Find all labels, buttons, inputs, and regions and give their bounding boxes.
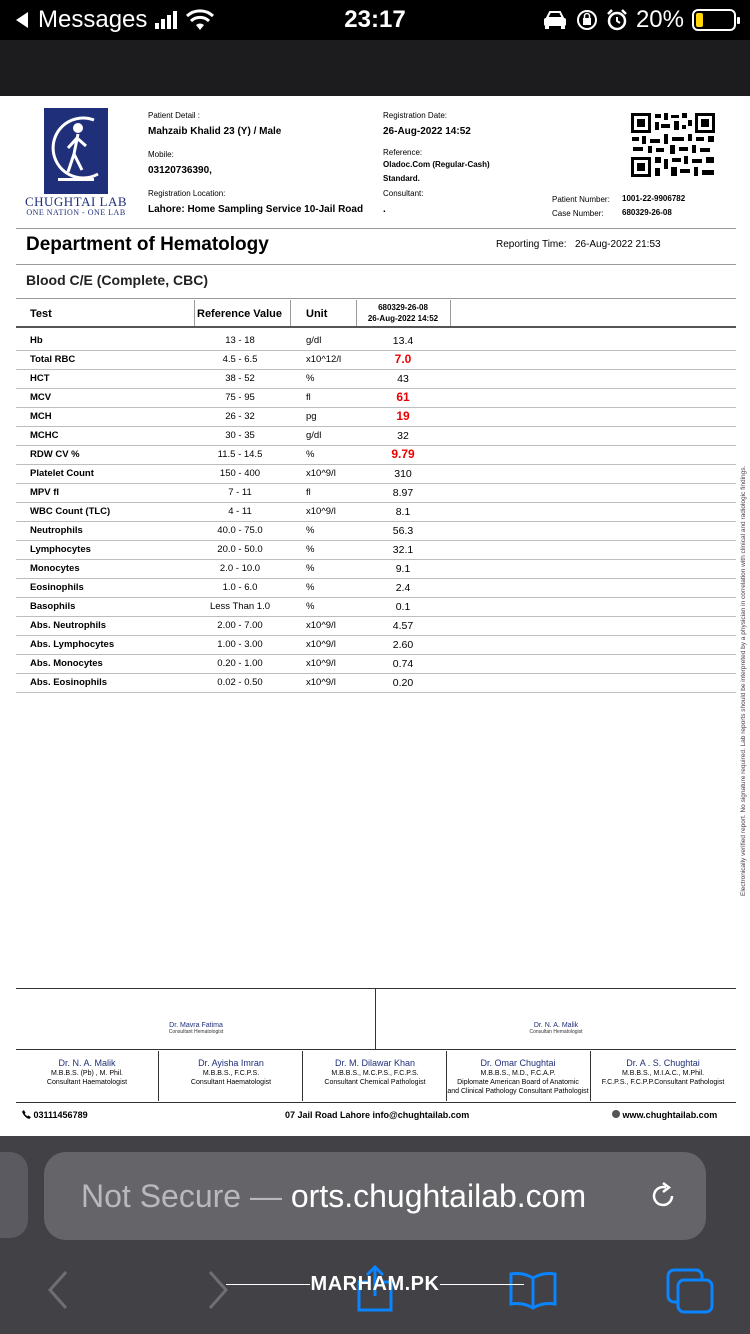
address-bar[interactable] (44, 1152, 706, 1240)
reference-range: 20.0 - 50.0 (217, 544, 263, 555)
case-number-value: 680329-26-08 (622, 208, 672, 217)
tabs-icon[interactable] (666, 1268, 714, 1314)
unit: % (306, 449, 315, 460)
table-row (16, 484, 736, 503)
test-name: Neutrophils (30, 525, 83, 536)
unit: x10^9/l (306, 658, 336, 669)
result-value: 32.1 (392, 544, 414, 556)
table-header-border (16, 326, 736, 328)
table-row (16, 370, 736, 389)
table-row (16, 617, 736, 636)
unit: fl (306, 487, 311, 498)
reporting-time (496, 239, 661, 250)
table-row (16, 636, 736, 655)
table-row (16, 446, 736, 465)
globe-icon (612, 1110, 620, 1118)
patient-detail-value: Mahzaib Khalid 23 (Y) / Male (148, 126, 282, 137)
result-value: 2.4 (395, 582, 411, 594)
test-name: Monocytes (30, 563, 80, 574)
footer-phone (22, 1110, 88, 1120)
footer-address: 07 Jail Road Lahore info@chughtailab.com (285, 1110, 470, 1120)
unit: pg (306, 411, 317, 422)
phone-icon (22, 1110, 31, 1119)
doctor-credentials: Diplomate American Board of Anatomic (457, 1079, 579, 1086)
doctor-name: Dr. A . S. Chughtai (626, 1058, 700, 1068)
result-value: 0.1 (395, 601, 411, 613)
back-to-app-link[interactable] (14, 6, 215, 34)
result-value: 61 (396, 390, 410, 404)
test-name: Total RBC (30, 354, 76, 365)
case-number-label: Case Number: (552, 209, 604, 218)
unit: x10^9/l (306, 506, 336, 517)
footer-website-link[interactable]: www.chughtailab.com (622, 1110, 718, 1120)
table-row (16, 579, 736, 598)
col-header-unit: Unit (306, 308, 328, 320)
col-header-reference: Reference Value (197, 308, 282, 320)
test-name: MPV fl (30, 487, 60, 498)
status-bar (0, 0, 750, 40)
result-value: 9.79 (391, 447, 415, 461)
test-name: Abs. Neutrophils (30, 620, 107, 631)
department-title: Department of Hematology (26, 234, 269, 255)
lab-name: CHUGHTAI LAB (24, 194, 128, 209)
unit: % (306, 563, 315, 574)
table-row (16, 522, 736, 541)
car-icon (542, 10, 568, 30)
reference-range: 26 - 32 (225, 411, 255, 422)
reference-range: 0.02 - 0.50 (217, 677, 263, 688)
table-row (16, 503, 736, 522)
unit: % (306, 582, 315, 593)
table-row (16, 389, 736, 408)
unit: g/dl (306, 430, 322, 441)
col-sep (290, 300, 291, 326)
doctor-card (590, 1058, 736, 1087)
test-name: HCT (30, 373, 50, 384)
alarm-icon (606, 9, 628, 31)
reference-range: 2.00 - 7.00 (217, 620, 263, 631)
doctor-card (446, 1058, 590, 1096)
table-row (16, 655, 736, 674)
unit: x10^9/l (306, 468, 336, 479)
doctor-sep (302, 1051, 303, 1101)
unit: % (306, 601, 315, 612)
col-sep (356, 300, 357, 326)
unit: g/dl (306, 335, 322, 346)
test-title: Blood C/E (Complete, CBC) (26, 272, 208, 288)
doctor-name: Dr. N. A. Malik (58, 1058, 116, 1068)
verification-note: Electronically verified report. No signature required. Lab reports should be interpreted by a physician in correlation with clinical and radiologic findings. (740, 465, 747, 896)
result-value: 0.74 (392, 658, 414, 670)
signature-top-border (16, 988, 736, 989)
back-triangle-icon (14, 11, 30, 29)
patient-number-label: Patient Number: (552, 195, 610, 204)
table-row (16, 465, 736, 484)
signatory-left-name: Dr. Mavra Fatima (169, 1022, 223, 1029)
unit: x10^9/l (306, 620, 336, 631)
table-row (16, 541, 736, 560)
doctors-top-border (16, 1049, 736, 1050)
result-value: 19 (396, 409, 410, 423)
result-value: 8.1 (395, 506, 411, 518)
lab-tagline: ONE NATION - ONE LAB (26, 208, 126, 217)
reference-range: 4.5 - 6.5 (222, 354, 258, 365)
doctor-sep (158, 1051, 159, 1101)
unit: fl (306, 392, 311, 403)
doctor-credentials: F.C.P.S., F.C.P.P.Consultant Pathologist (601, 1079, 725, 1086)
test-name: Eosinophils (30, 582, 84, 593)
consultant-value: . (383, 204, 386, 215)
col-header-test: Test (30, 308, 52, 320)
doctor-name: Dr. M. Dilawar Khan (334, 1058, 416, 1068)
test-name: MCHC (30, 430, 59, 441)
result-value: 7.0 (394, 352, 412, 366)
mobile-label: Mobile: (148, 150, 174, 159)
test-name: Abs. Monocytes (30, 658, 103, 669)
battery-percent: 20% (635, 6, 684, 33)
reference-range: 7 - 11 (228, 487, 252, 498)
table-row (16, 560, 736, 579)
result-value: 8.97 (392, 487, 414, 499)
marham-watermark: MARHAM.PK (226, 1270, 524, 1298)
unit: % (306, 544, 315, 555)
test-name: Hb (30, 335, 43, 346)
test-name: MCH (30, 411, 52, 422)
result-value: 9.1 (395, 563, 411, 575)
lab-report-page (0, 96, 750, 1136)
unit: % (306, 373, 315, 384)
reference-label: Reference: (383, 148, 423, 157)
unit: % (306, 525, 315, 536)
col-header-datetime: 26-Aug-2022 14:52 (367, 314, 439, 323)
reference-range: 150 - 400 (219, 468, 261, 479)
reporting-time-label: Reporting Time: (496, 239, 567, 250)
test-name: Platelet Count (30, 468, 94, 479)
cellular-signal-icon (155, 11, 177, 29)
walking-man-icon (44, 108, 108, 194)
test-name: Abs. Eosinophils (30, 677, 108, 688)
footer-top-border (16, 1102, 736, 1103)
test-name: Lymphocytes (30, 544, 91, 555)
reference-range: 38 - 52 (225, 373, 255, 384)
doctor-credentials: Consultant Haematologist (46, 1079, 128, 1086)
clock: 23:17 (344, 6, 406, 33)
back-app-label: Messages (38, 6, 148, 33)
reference-value-2: Standard. (383, 174, 420, 183)
patient-detail-label: Patient Detail : (148, 111, 201, 120)
table-row (16, 351, 736, 370)
doctor-name: Dr. Omar Chughtai (480, 1058, 556, 1068)
doctor-name: Dr. Ayisha Imran (198, 1058, 264, 1068)
battery-level (696, 13, 703, 27)
doctor-credentials: M.B.B.S., M.D., F.C.A.P. (480, 1070, 556, 1077)
not-secure-label: Not Secure — (81, 1178, 291, 1214)
reference-range: 1.0 - 6.0 (222, 582, 258, 593)
url-domain: orts.chughtailab.com (290, 1178, 587, 1214)
table-row (16, 674, 736, 693)
unit: x10^9/l (306, 639, 336, 650)
wifi-icon (185, 9, 215, 31)
department-divider (16, 264, 736, 265)
signatory-left-title: Consultant Hematologist (168, 1029, 224, 1035)
result-value: 4.57 (392, 620, 414, 632)
patient-number-value: 1001-22-9906782 (622, 194, 686, 203)
consultant-label: Consultant: (383, 189, 424, 198)
result-value: 2.60 (392, 639, 414, 651)
signatory-right-name: Dr. N. A. Malik (533, 1022, 579, 1029)
header-divider (16, 228, 736, 229)
previous-tab-preview[interactable] (0, 1152, 28, 1238)
doctor-card (304, 1058, 446, 1087)
doctor-credentials: and Clinical Pathology Consultant Pathologist (447, 1088, 589, 1095)
doctor-card (16, 1058, 158, 1087)
doctor-credentials: M.B.B.S., F.C.P.S. (202, 1070, 260, 1077)
reference-range: 40.0 - 75.0 (217, 525, 263, 536)
table-row (16, 408, 736, 427)
reference-range: 4 - 11 (228, 506, 252, 517)
test-name: Basophils (30, 601, 76, 612)
results-table (16, 332, 736, 693)
result-value: 32 (397, 430, 409, 442)
reference-range: 30 - 35 (225, 430, 255, 441)
test-name: MCV (30, 392, 52, 403)
location-label: Registration Location: (148, 189, 226, 198)
signature-sep (375, 989, 376, 1049)
back-icon[interactable] (44, 1268, 72, 1312)
table-row (16, 332, 736, 351)
reg-date-value: 26-Aug-2022 14:52 (383, 126, 471, 137)
doctor-credentials: M.B.B.S., M.I.A.C., M.Phil. (621, 1070, 705, 1077)
result-value: 310 (394, 468, 412, 480)
test-name: Abs. Lymphocytes (30, 639, 115, 650)
battery-icon (692, 9, 736, 31)
signatory-right (420, 1022, 692, 1035)
doctor-credentials: M.B.B.S., M.C.P.S., F.C.P.S. (331, 1070, 419, 1077)
reference-range: 2.0 - 10.0 (219, 563, 261, 574)
qr-code-icon (630, 112, 716, 178)
result-value: 13.4 (392, 335, 414, 347)
reference-range: Less Than 1.0 (209, 601, 271, 612)
reload-icon[interactable] (647, 1180, 679, 1212)
result-value: 43 (397, 373, 409, 385)
col-sep (194, 300, 195, 326)
reference-range: 11.5 - 14.5 (217, 449, 263, 460)
result-value: 56.3 (392, 525, 414, 537)
doctor-credentials: Consultant Haematologist (190, 1079, 272, 1086)
footer-phone-number: 03111456789 (33, 1110, 88, 1120)
test-name: WBC Count (TLC) (30, 506, 111, 517)
footer-website (612, 1110, 717, 1120)
table-row (16, 598, 736, 617)
reference-range: 1.00 - 3.00 (217, 639, 263, 650)
reference-range: 13 - 18 (225, 335, 255, 346)
table-top-border (16, 298, 736, 299)
browser-top-band (0, 40, 750, 96)
signatory-right-title: Consultan Hematologist (529, 1029, 583, 1035)
doctor-card (160, 1058, 302, 1087)
unit: x10^9/l (306, 677, 336, 688)
reference-range: 0.20 - 1.00 (217, 658, 263, 669)
browser-address-area (0, 1136, 750, 1246)
col-sep (450, 300, 451, 326)
logo-emblem (44, 108, 108, 194)
unit: x10^12/l (306, 354, 342, 365)
col-header-case: 680329-26-08 (378, 303, 428, 312)
reporting-time-value: 26-Aug-2022 21:53 (574, 239, 661, 250)
table-row (16, 427, 736, 446)
location-value: Lahore: Home Sampling Service 10-Jail Road (148, 204, 364, 215)
orientation-lock-icon (576, 9, 598, 31)
doctor-credentials: M.B.B.S. (Pb) , M. Phil. (51, 1070, 123, 1077)
result-value: 0.20 (392, 677, 414, 689)
reference-value: Oladoc.Com (Regular-Cash) (383, 160, 490, 169)
test-name: RDW CV % (30, 449, 80, 460)
reference-range: 75 - 95 (225, 392, 255, 403)
mobile-value: 03120736390, (148, 165, 212, 176)
signatory-left (60, 1022, 332, 1035)
reg-date-label: Registration Date: (383, 111, 448, 120)
doctor-credentials: Consultant Chemical Pathologist (324, 1079, 426, 1086)
